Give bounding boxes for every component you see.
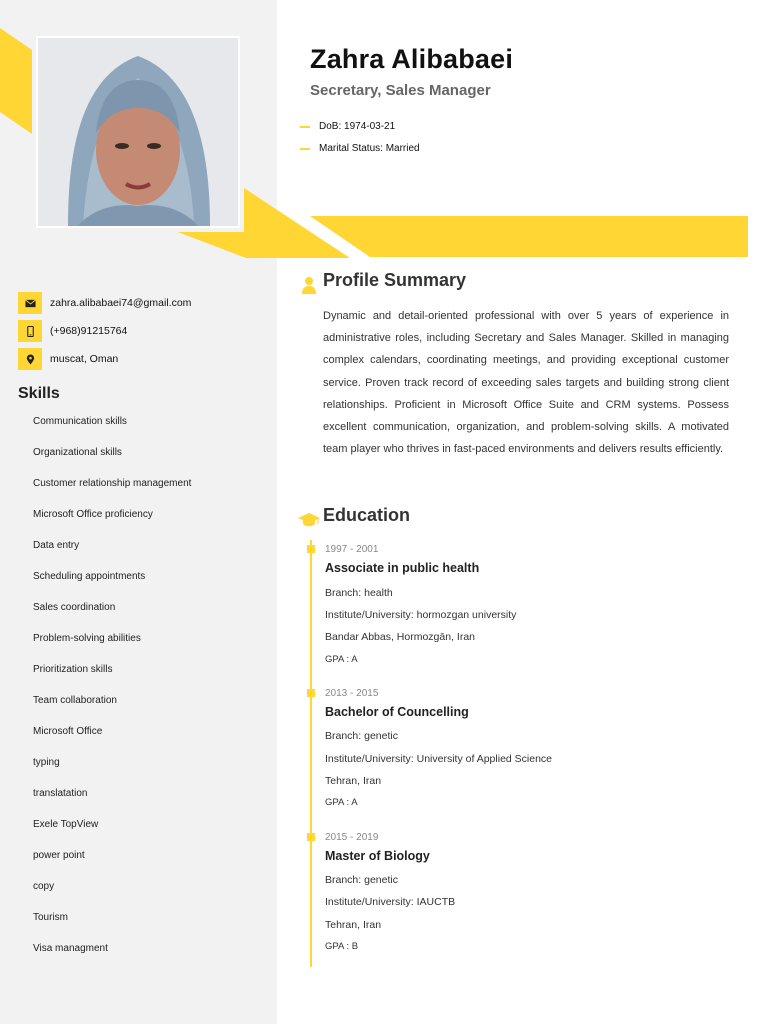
education-place: Tehran, Iran (325, 775, 382, 787)
contact-phone[interactable] (18, 320, 127, 342)
timeline-dot (307, 545, 315, 553)
full-name: Zahra Alibabaei (310, 44, 514, 74)
skill-item: Prioritization skills (33, 664, 113, 675)
deco-left-triangle (0, 28, 32, 134)
contact-location (18, 348, 118, 370)
education-place: Tehran, Iran (325, 919, 382, 931)
skill-item: Microsoft Office proficiency (33, 509, 153, 520)
skill-item: Exele TopView (33, 819, 99, 830)
skill-item: typing (33, 757, 60, 768)
mobile-phone-icon (18, 320, 42, 342)
education-degree: Associate in public health (325, 561, 480, 575)
skill-item: Visa managment (33, 943, 108, 954)
skill-item: Data entry (33, 540, 80, 551)
education-heading: Education (323, 505, 411, 525)
education-institute: Institute/University: IAUCTB (325, 896, 456, 908)
skill-item: Customer relationship management (33, 478, 192, 489)
education-gpa: GPA : B (325, 941, 359, 952)
skill-item: power point (33, 850, 85, 861)
timeline-dot (307, 833, 315, 841)
contact-email[interactable] (18, 292, 191, 314)
education-branch: Branch: health (325, 587, 393, 599)
profile-summary-heading: Profile Summary (323, 270, 467, 290)
dash-marker (300, 126, 310, 128)
education-degree: Bachelor of Councelling (325, 705, 469, 719)
skill-item: Organizational skills (33, 447, 122, 458)
education-branch: Branch: genetic (325, 730, 398, 742)
job-title: Secretary, Sales Manager (310, 82, 491, 99)
person-icon (301, 276, 317, 294)
timeline-dot (307, 689, 315, 697)
location-text: muscat, Oman (50, 353, 119, 365)
education-years: 1997 - 2001 (325, 544, 379, 555)
skill-item: Problem-solving abilities (33, 633, 141, 644)
education-institute: Institute/University: University of Applied Science (325, 753, 553, 765)
education-gpa: GPA : A (325, 654, 358, 665)
skills-heading: Skills (18, 385, 60, 402)
marital-row (300, 143, 420, 154)
education-years: 2015 - 2019 (325, 832, 379, 843)
skill-item: Sales coordination (33, 602, 116, 613)
profile-photo (38, 38, 238, 226)
education-years: 2013 - 2015 (325, 688, 379, 699)
skill-item: Communication skills (33, 416, 127, 427)
skill-item: copy (33, 881, 55, 892)
skill-item: Scheduling appointments (33, 571, 146, 582)
education-place: Bandar Abbas, Hormozgān, Iran (325, 631, 476, 643)
skill-item: translatation (33, 788, 88, 799)
education-branch: Branch: genetic (325, 874, 398, 886)
education-degree: Master of Biology (325, 849, 430, 863)
skill-item: Team collaboration (33, 695, 117, 706)
phone-text[interactable]: (+968)91215764 (50, 325, 128, 337)
education-gpa: GPA : A (325, 797, 358, 808)
email-text[interactable]: zahra.alibabaei74@gmail.com (50, 297, 192, 309)
dash-marker (300, 148, 310, 150)
skill-item: Microsoft Office (33, 726, 103, 737)
education-institute: Institute/University: hormozgan university (325, 609, 517, 621)
profile-summary-text: Dynamic and detail-oriented professional with over 5 years of experience in administrative roles, including Secretary and Sales Manager. Skilled in managing complex calendars, coordinating meetings, and providing exceptional customer service. Proven track record of exceeding sales targets and building strong client relationships. Proficient in Microsoft Office Suite and CRM systems. Possess excellent communication, organization, and problem-solving skills. A motivated team player who thrives in fast-paced environments and delivers results efficiently. (323, 310, 729, 456)
profile-photo-frame (36, 36, 240, 228)
marital-text: Marital Status: Married (319, 143, 420, 154)
deco-header-band (310, 216, 748, 257)
skill-item: Tourism (33, 912, 69, 923)
education-timeline (310, 540, 312, 967)
dob-row (300, 121, 395, 132)
dob-text: DoB: 1974-03-21 (319, 121, 396, 132)
envelope-icon (18, 292, 42, 314)
map-pin-icon (18, 348, 42, 370)
graduation-cap-icon (298, 513, 320, 527)
